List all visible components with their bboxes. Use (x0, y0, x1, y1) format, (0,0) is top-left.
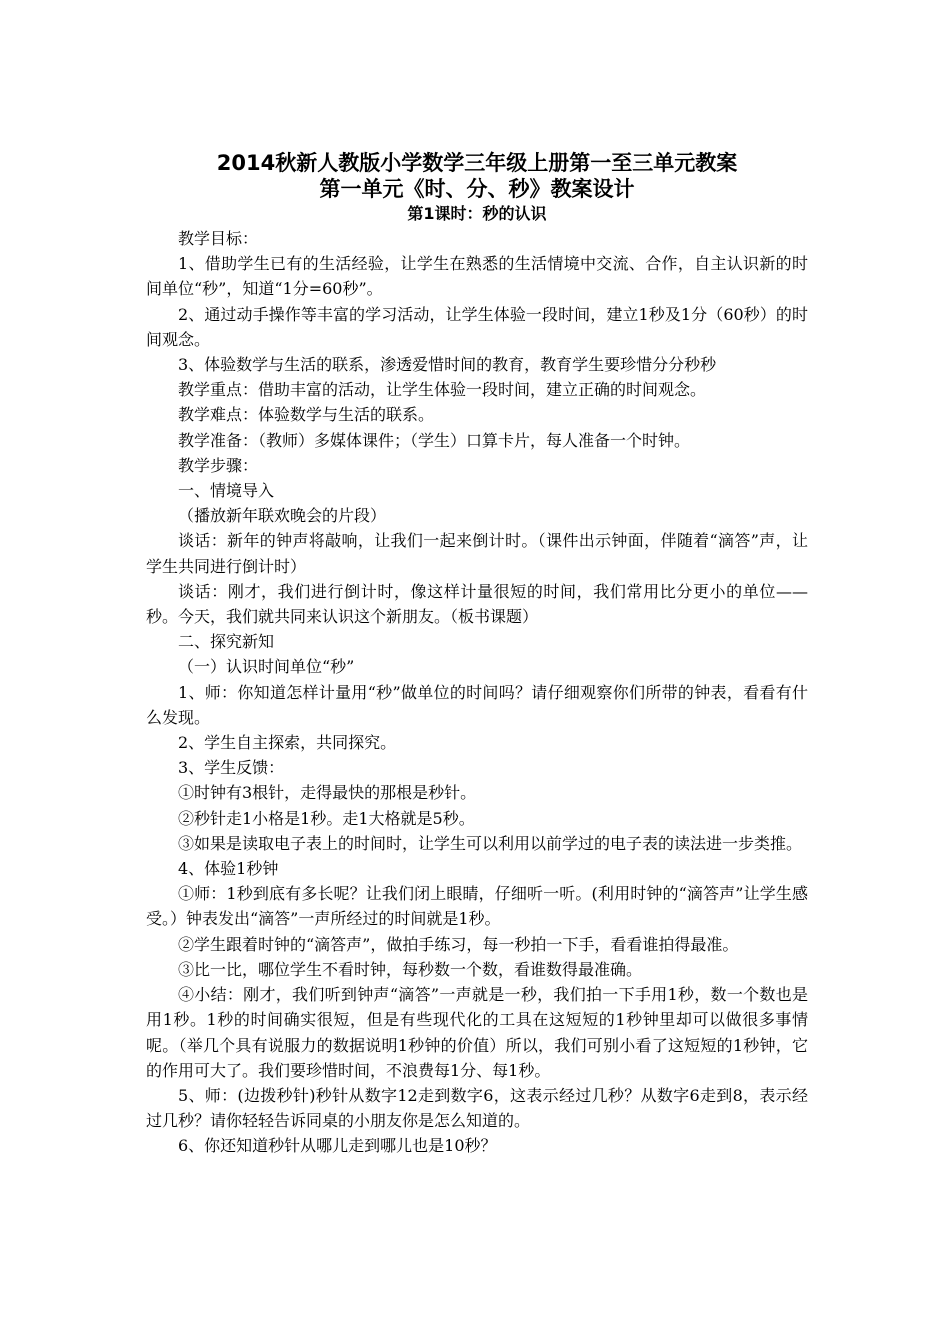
paragraph: 5、师：(边拨秒针)秒针从数字12走到数字6，这表示经过几秒？从数字6走到8，表示经过几秒？请你轻轻告诉同桌的小朋友你是怎么知道的。 (146, 1085, 808, 1131)
paragraph: 1、借助学生已有的生活经验，让学生在熟悉的生活情境中交流、合作，自主认识新的时间单位“秒”，知道“1分=60秒”。 (146, 254, 808, 299)
paragraph: 4、体验1秒钟 (178, 859, 279, 879)
paragraph: 教学难点：体验数学与生活的联系。 (178, 405, 435, 425)
paragraph: 2、通过动手操作等丰富的学习活动，让学生体验一段时间，建立1秒及1分（60秒）的时间观念。 (146, 304, 808, 349)
paragraph: （一）认识时间单位“秒” (178, 657, 355, 677)
paragraph: 1、师：你知道怎样计量用“秒”做单位的时间吗？请仔细观察你们所带的钟表，看看有什么发现。 (146, 682, 808, 727)
document-title-line-1: 2014秋新人教版小学数学三年级上册第一至三单元教案 (216, 151, 738, 175)
paragraph: 教学准备：（教师）多媒体课件；（学生）口算卡片，每人准备一个时钟。 (178, 430, 691, 450)
paragraph: ③比一比，哪位学生不看时钟，每秒数一个数，看谁数得最准确。 (178, 959, 643, 979)
paragraph: ③如果是读取电子表上的时间时，让学生可以利用以前学过的电子表的读法进一步类推。 (178, 833, 803, 853)
lesson-subtitle: 第1课时：秒的认识 (407, 204, 547, 223)
paragraph: 教学目标： (178, 229, 259, 248)
paragraph: 3、学生反馈： (178, 758, 285, 778)
paragraph: ①师：1秒到底有多长呢？让我们闭上眼睛，仔细听一听。(利用时钟的“滴答声”让学生感受。）钟表发出“滴答”一声所经过的时间就是1秒。 (146, 884, 808, 929)
paragraph: ②学生跟着时钟的“滴答声”，做拍手练习，每一秒拍一下手，看看谁拍得最准。 (178, 934, 739, 954)
paragraph: 6、你还知道秒针从哪儿走到哪儿也是10秒？ (178, 1136, 497, 1156)
paragraph: 谈话：新年的钟声将敲响，让我们一起来倒计时。（课件出示钟面，伴随着“滴答”声，让学生共同进行倒计时） (146, 531, 808, 576)
paragraph: 一、情境导入 (178, 481, 275, 501)
paragraph-list (146, 226, 808, 1159)
paragraph: 2、学生自主探索，共同探究。 (178, 733, 397, 753)
paragraph: ②秒针走1小格是1秒。走1大格就是5秒。 (178, 808, 475, 828)
paragraph: （播放新年联欢晚会的片段） (178, 506, 387, 526)
paragraph: 教学重点：借助丰富的活动，让学生体验一段时间，建立正确的时间观念。 (178, 380, 707, 400)
paragraph: 教学步骤： (178, 455, 259, 475)
paragraph: 谈话：刚才，我们进行倒计时，像这样计量很短的时间，我们常用比分更小的单位——秒。今天，我们就共同来认识这个新朋友。（板书课题） (146, 581, 808, 627)
document-title-line-2: 第一单元《时、分、秒》教案设计 (319, 177, 635, 201)
paragraph: ①时钟有3根针，走得最快的那根是秒针。 (178, 783, 477, 803)
paragraph: 二、探究新知 (178, 632, 275, 652)
document-body (146, 150, 808, 1159)
paragraph: ④小结：刚才，我们听到钟声“滴答”一声就是一秒，我们拍一下手用1秒，数一个数也是用1秒。1秒的时间确实很短，但是有些现代化的工具在这短短的1秒钟里却可以做很多事情呢。（举几个具有说服力的数据说明1秒钟的价值）所以，我们可别小看了这短短的1秒钟，它的作用可大了。我们要珍惜时间，不浪费每1分、每1秒。 (146, 985, 808, 1080)
paragraph: 3、体验数学与生活的联系，渗透爱惜时间的教育，教育学生要珍惜分分秒秒 (178, 355, 717, 375)
